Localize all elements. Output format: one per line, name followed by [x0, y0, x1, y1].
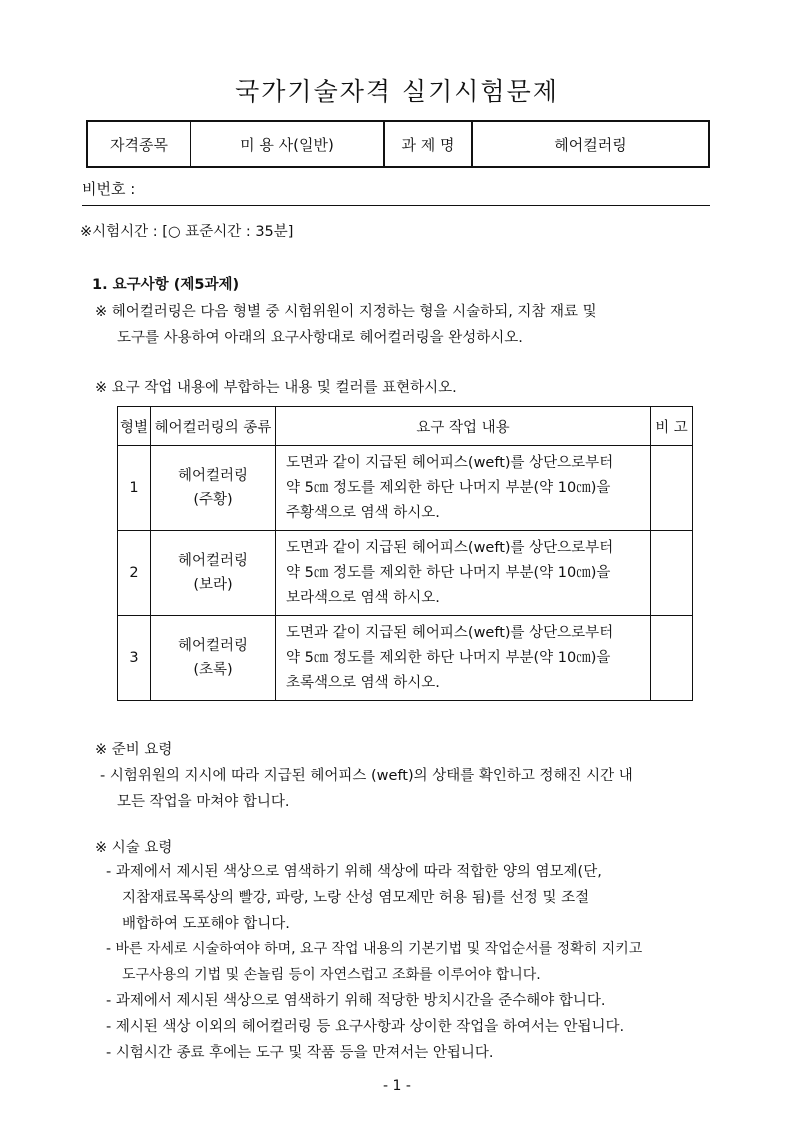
desc-line: 도면과 같이 지급된 헤어피스(weft)를 상단으로부터: [286, 539, 614, 556]
table-header-row: [118, 407, 693, 446]
row-number: 1: [118, 446, 151, 531]
type-line: 헤어컬러링: [177, 638, 249, 654]
desc-line: 도면과 같이 지급된 헤어피스(weft)를 상단으로부터: [286, 454, 614, 471]
desc-line: 보라색으로 염색 하시오.: [286, 589, 440, 606]
row-remark: [651, 616, 693, 701]
desc-line: 약 5㎝ 정도를 제외한 하단 나머지 부분(약 10㎝)을: [286, 479, 611, 496]
row-number: 3: [118, 616, 151, 701]
desc-line: 도면과 같이 지급된 헤어피스(weft)를 상단으로부터: [286, 624, 614, 641]
type-color: (보라): [193, 577, 233, 593]
type-color: (초록): [193, 662, 233, 678]
type-color: (주황): [193, 492, 233, 508]
section-heading: 1. 요구사항 (제5과제): [92, 277, 240, 293]
row-description: [276, 616, 651, 701]
procedure-item-3: - 과제에서 제시된 색상으로 염색하기 위해 적당한 방치시간을 준수해야 합니다.: [106, 993, 606, 1009]
page-number: - 1 -: [383, 1078, 411, 1094]
type-line: 헤어컬러링: [177, 553, 249, 569]
divider: [82, 205, 710, 206]
procedure-item-2-line-2: 도구사용의 기법 및 손놀림 등이 자연스럽고 조화를 이루어야 합니다.: [122, 967, 541, 983]
table-row: [118, 616, 693, 701]
desc-line: 약 5㎝ 정도를 제외한 하단 나머지 부분(약 10㎝)을: [286, 649, 611, 666]
task-label: 과 제 명: [384, 121, 472, 167]
procedure-item-4: - 제시된 색상 이외의 헤어컬러링 등 요구사항과 상이한 작업을 하여서는 안됩니다.: [106, 1019, 625, 1035]
procedure-item-5: - 시험시간 종료 후에는 도구 및 작품 등을 만져서는 안됩니다.: [106, 1045, 494, 1061]
table-row: [118, 531, 693, 616]
row-remark: [651, 446, 693, 531]
candidate-number-label: 비번호 :: [82, 180, 136, 198]
requirements-table: [117, 406, 693, 701]
row-remark: [651, 531, 693, 616]
desc-line: 약 5㎝ 정도를 제외한 하단 나머지 부분(약 10㎝)을: [286, 564, 611, 581]
row-type: [151, 531, 276, 616]
procedure-item-2-line-1: - 바른 자세로 시술하여야 하며, 요구 작업 내용의 기본기법 및 작업순서를 정확히 지키고: [106, 941, 643, 957]
row-description: [276, 446, 651, 531]
page-title: 국가기술자격 실기시험문제: [235, 77, 559, 106]
desc-line: 주황색으로 염색 하시오.: [286, 504, 440, 521]
row-type: [151, 616, 276, 701]
intro-line-1: ※ 헤어컬러링은 다음 형별 중 시험위원이 지정하는 형을 시술하되, 지참 재료 및: [95, 304, 597, 320]
desc-line: 초록색으로 염색 하시오.: [286, 674, 440, 691]
requirement-note: ※ 요구 작업 내용에 부합하는 내용 및 컬러를 표현하시오.: [95, 380, 457, 396]
header-type-no: 형별: [118, 407, 151, 446]
type-line: 헤어컬러링: [177, 468, 249, 484]
procedure-item-1-line-2: 지참재료목록상의 빨강, 파랑, 노랑 산성 염모제만 허용 됨)를 선정 및 조절: [122, 890, 590, 906]
row-number: 2: [118, 531, 151, 616]
task-value: 헤어컬러링: [472, 121, 709, 167]
procedure-item-1-line-3: 배합하여 도포해야 합니다.: [122, 916, 290, 932]
header-remark: 비 고: [651, 407, 693, 446]
prep-line-2: 모든 작업을 마쳐야 합니다.: [117, 794, 290, 810]
table-row: [118, 446, 693, 531]
qualification-value: 미 용 사(일반): [191, 121, 385, 167]
row-description: [276, 531, 651, 616]
prep-heading: ※ 준비 요령: [95, 742, 173, 758]
procedure-item-1-line-1: - 과제에서 제시된 색상으로 염색하기 위해 색상에 따라 적합한 양의 염모제(단,: [106, 864, 602, 880]
header-coloring-kind: 헤어컬러링의 종류: [151, 407, 276, 446]
exam-time: ※시험시간 : [○ 표준시간 : 35분]: [80, 224, 294, 240]
prep-line-1: - 시험위원의 지시에 따라 지급된 헤어피스 (weft)의 상태를 확인하고 정해진 시간 내: [100, 768, 633, 784]
procedure-heading: ※ 시술 요령: [95, 840, 173, 856]
row-type: [151, 446, 276, 531]
exam-info-table: [86, 120, 710, 168]
header-work-content: 요구 작업 내용: [276, 407, 651, 446]
intro-line-2: 도구를 사용하여 아래의 요구사항대로 헤어컬러링을 완성하시오.: [117, 330, 523, 346]
qualification-label: 자격종목: [87, 121, 191, 167]
